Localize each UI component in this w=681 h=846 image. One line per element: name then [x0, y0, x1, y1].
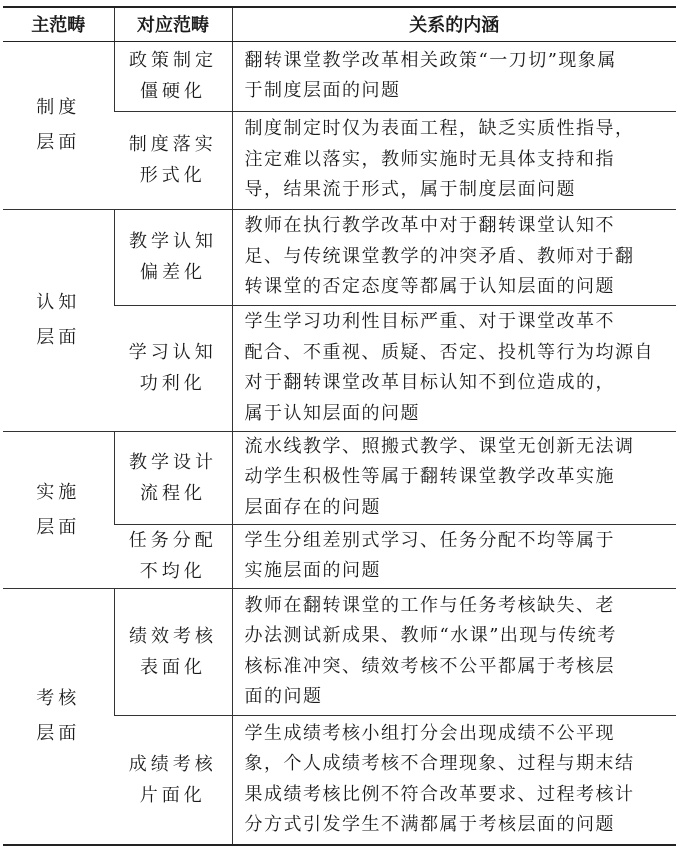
relation-cell — [232, 209, 676, 305]
relation-line: 果成绩考核比例不符合改革要求、过程考核计 — [244, 783, 635, 805]
sub-category-line: 表面化 — [140, 656, 206, 678]
relation-line: 学生学习功利性目标严重、对于课堂改革不 — [244, 311, 615, 332]
header-relation: 关系的内涵 — [232, 7, 676, 41]
relation-line: 足、与传统课堂教学的冲突矛盾、教师对于翻 — [244, 245, 635, 267]
main-category-line: 制度 — [36, 97, 81, 118]
relation-line: 实施层面的问题 — [244, 560, 381, 581]
sub-category-line: 不均化 — [139, 561, 206, 582]
main-category-cell — [3, 209, 114, 431]
main-category-line: 层面 — [36, 723, 81, 745]
relation-line: 教师在执行教学改革中对于翻转课堂认知不 — [244, 215, 615, 237]
relation-cell — [232, 524, 676, 588]
relation-line: 对于翻转课堂改革目标认知不到位造成的， — [244, 372, 615, 393]
main-category-cell — [3, 588, 114, 845]
table-row — [3, 431, 676, 524]
relation-line: 翻转课堂教学改革相关政策“一刀切”现象属 — [244, 49, 617, 71]
category-table — [3, 6, 676, 846]
relation-line: 教师在翻转课堂的工作与任务考核缺失、老 — [244, 594, 615, 616]
sub-category-cell — [114, 41, 232, 111]
main-category-line: 层面 — [36, 132, 81, 153]
relation-line: 核标准冲突、绩效考核不公平都属于考核层 — [244, 655, 615, 677]
relation-cell — [232, 715, 676, 845]
sub-category-cell — [114, 111, 232, 209]
sub-category-cell — [114, 524, 232, 588]
table-row — [3, 588, 676, 715]
relation-cell — [232, 41, 676, 111]
sub-category-line: 学习认知 — [128, 342, 217, 363]
relation-line: 属于认知层面的问题 — [244, 402, 420, 424]
sub-category-line: 形式化 — [139, 165, 206, 186]
relation-line: 办法测试新成果、教师“水课”出现与传统考 — [244, 625, 617, 646]
relation-cell — [232, 431, 676, 524]
relation-line: 注定难以落实，教师实施时无具体支持和指 — [244, 148, 615, 170]
sub-category-cell — [114, 305, 232, 431]
sub-category-line: 任务分配 — [128, 530, 217, 551]
sub-category-line: 教学认知 — [129, 231, 217, 252]
relation-line: 象，个人成绩考核不合理现象、过程与期末结 — [244, 753, 635, 775]
header-main: 主范畴 — [3, 7, 114, 41]
relation-line: 制度制定时仅为表面工程，缺乏实质性指导， — [244, 118, 635, 140]
sub-category-cell — [114, 588, 232, 715]
sub-category-cell — [114, 431, 232, 524]
relation-line: 动学生积极性等属于翻转课堂教学改革实施 — [244, 466, 615, 488]
main-category-line: 层面 — [36, 516, 81, 538]
main-category-line: 实施 — [36, 481, 81, 503]
relation-cell — [232, 111, 676, 209]
relation-line: 于制度层面的问题 — [244, 80, 401, 101]
category-table-wrapper — [3, 6, 676, 846]
relation-line: 导，结果流于形式，属于制度层面问题 — [244, 179, 576, 201]
sub-category-line: 流程化 — [140, 482, 206, 504]
relation-line: 流水线教学、照搬式教学、课堂无创新无法调 — [244, 435, 635, 457]
main-category-line: 层面 — [36, 327, 81, 348]
main-category-line: 考核 — [36, 688, 81, 710]
sub-category-line: 偏差化 — [140, 262, 206, 283]
main-category-cell — [3, 431, 114, 588]
sub-category-cell — [114, 209, 232, 305]
sub-category-line: 教学设计 — [129, 451, 217, 473]
sub-category-line: 片面化 — [139, 784, 206, 806]
sub-category-cell — [114, 715, 232, 845]
sub-category-line: 功利化 — [139, 373, 206, 394]
table-row — [3, 209, 676, 305]
header-sub: 对应范畴 — [114, 7, 232, 41]
relation-line: 层面存在的问题 — [244, 496, 381, 518]
relation-line: 转课堂的否定态度等都属于认知层面的问题 — [244, 276, 615, 298]
relation-line: 配合、不重视、质疑、否定、投机等行为均源自 — [244, 341, 654, 363]
relation-cell — [232, 305, 676, 431]
relation-line: 面的问题 — [244, 686, 323, 707]
sub-category-line: 绩效考核 — [129, 625, 217, 647]
relation-line: 分方式引发学生不满都属于考核层面的问题 — [244, 814, 615, 836]
sub-category-line: 成绩考核 — [128, 753, 217, 775]
main-category-cell — [3, 41, 114, 209]
sub-category-line: 制度落实 — [128, 134, 217, 155]
table-row — [3, 41, 676, 111]
relation-line: 学生成绩考核小组打分会出现成绩不公平现 — [244, 722, 615, 744]
main-category-line: 认知 — [36, 292, 81, 313]
sub-category-line: 僵硬化 — [140, 81, 206, 102]
relation-line: 学生分组差别式学习、任务分配不均等属于 — [244, 529, 615, 551]
sub-category-line: 政策制定 — [129, 50, 217, 71]
relation-cell — [232, 588, 676, 715]
header-row — [3, 7, 676, 41]
